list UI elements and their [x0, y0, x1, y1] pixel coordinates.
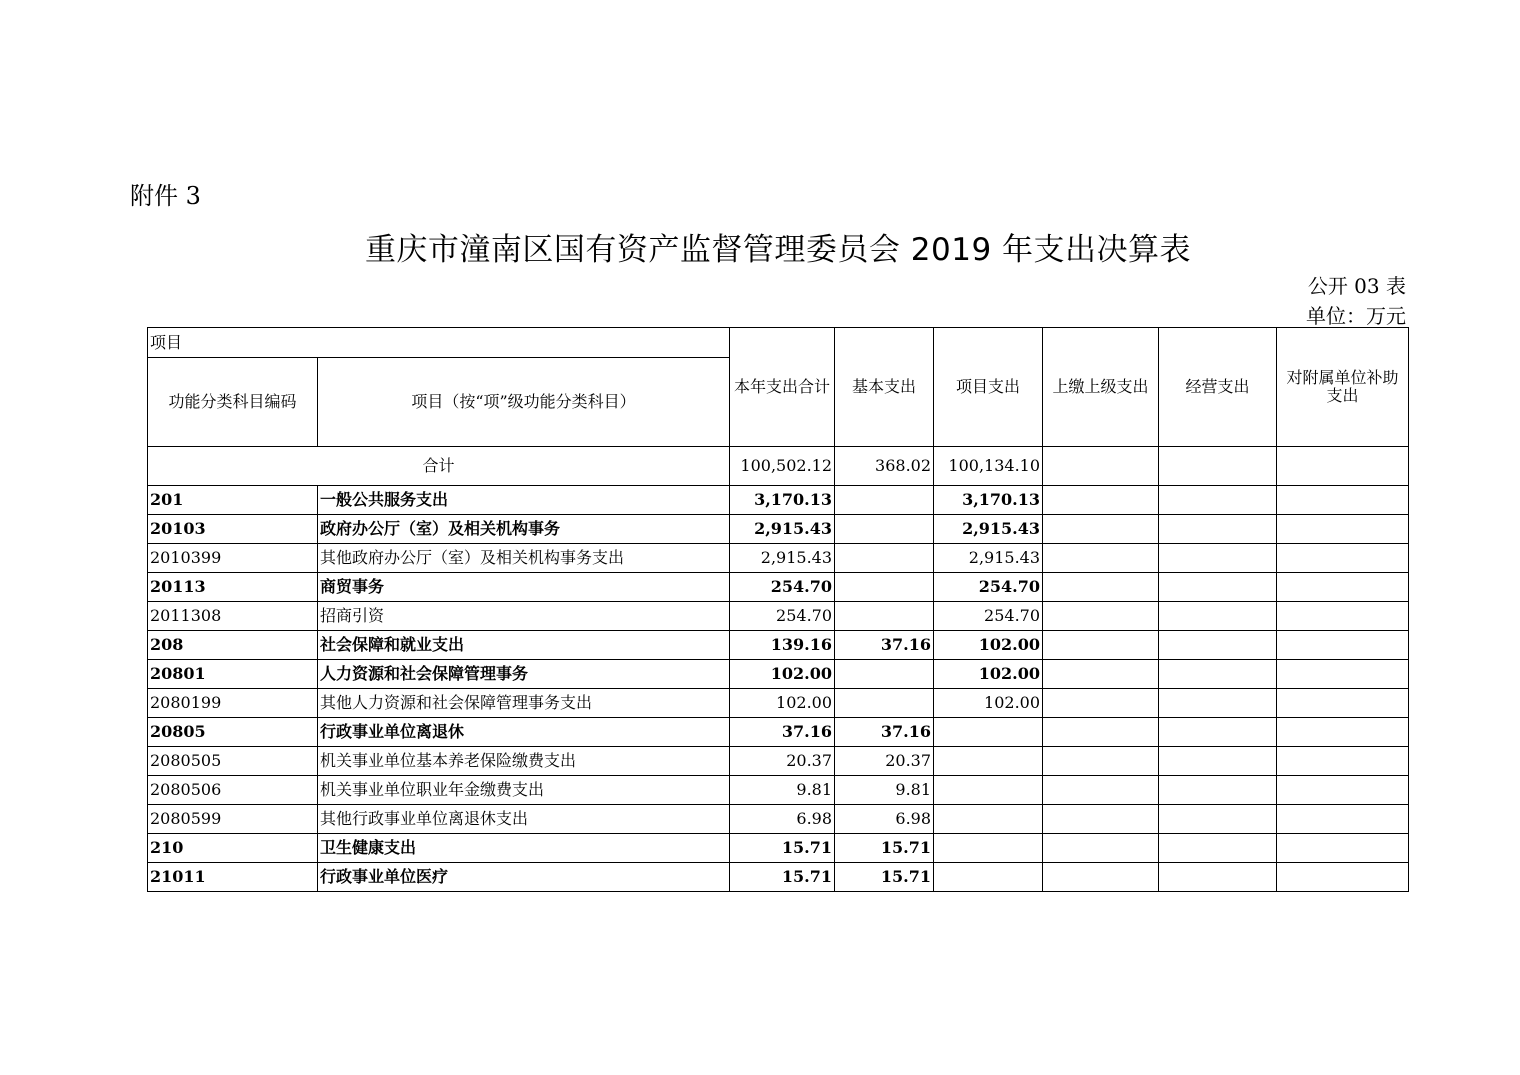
row-name: 招商引资 [318, 602, 730, 631]
row-project-expenditure: 102.00 [934, 660, 1043, 689]
row-basic [835, 573, 934, 602]
row-code: 20113 [148, 573, 318, 602]
row-subsidiary [1277, 718, 1409, 747]
row-upper-level [1043, 660, 1159, 689]
row-business [1159, 834, 1277, 863]
row-project-expenditure: 254.70 [934, 573, 1043, 602]
row-basic: 37.16 [835, 718, 934, 747]
row-code: 20805 [148, 718, 318, 747]
total-subsidiary [1277, 447, 1409, 486]
row-basic [835, 486, 934, 515]
row-code: 20801 [148, 660, 318, 689]
attachment-label: 附件 3 [130, 182, 201, 210]
row-project-expenditure [934, 863, 1043, 892]
row-basic [835, 602, 934, 631]
row-code: 20103 [148, 515, 318, 544]
row-total: 102.00 [730, 660, 835, 689]
row-subsidiary [1277, 602, 1409, 631]
table-row [148, 863, 1409, 892]
row-upper-level [1043, 544, 1159, 573]
row-total: 9.81 [730, 776, 835, 805]
row-subsidiary [1277, 544, 1409, 573]
row-total: 15.71 [730, 834, 835, 863]
row-subsidiary [1277, 486, 1409, 515]
row-upper-level [1043, 602, 1159, 631]
row-subsidiary [1277, 747, 1409, 776]
row-upper-level [1043, 747, 1159, 776]
row-business [1159, 573, 1277, 602]
table-row [148, 834, 1409, 863]
total-upper-level [1043, 447, 1159, 486]
row-project-expenditure [934, 718, 1043, 747]
table-row [148, 776, 1409, 805]
total-business [1159, 447, 1277, 486]
total-label: 合计 [148, 447, 730, 486]
row-total: 139.16 [730, 631, 835, 660]
table-body [148, 447, 1409, 892]
header-business: 经营支出 [1159, 328, 1277, 447]
row-project-expenditure [934, 834, 1043, 863]
table-row [148, 718, 1409, 747]
row-business [1159, 602, 1277, 631]
row-basic: 9.81 [835, 776, 934, 805]
row-subsidiary [1277, 573, 1409, 602]
row-upper-level [1043, 863, 1159, 892]
header-upper-level: 上缴上级支出 [1043, 328, 1159, 447]
row-business [1159, 660, 1277, 689]
row-subsidiary [1277, 805, 1409, 834]
row-basic: 15.71 [835, 834, 934, 863]
row-basic [835, 689, 934, 718]
table-row [148, 544, 1409, 573]
total-project-expenditure: 100,134.10 [934, 447, 1043, 486]
document-title: 重庆市潼南区国有资产监督管理委员会 2019 年支出决算表 [364, 232, 1192, 268]
row-code: 21011 [148, 863, 318, 892]
row-basic [835, 515, 934, 544]
row-name: 其他行政事业单位离退休支出 [318, 805, 730, 834]
row-upper-level [1043, 805, 1159, 834]
row-total: 102.00 [730, 689, 835, 718]
row-name: 社会保障和就业支出 [318, 631, 730, 660]
row-total: 2,915.43 [730, 515, 835, 544]
row-total: 6.98 [730, 805, 835, 834]
row-basic: 15.71 [835, 863, 934, 892]
row-business [1159, 747, 1277, 776]
row-basic [835, 660, 934, 689]
row-basic: 6.98 [835, 805, 934, 834]
table-row [148, 602, 1409, 631]
row-name: 其他政府办公厅（室）及相关机构事务支出 [318, 544, 730, 573]
table-row [148, 660, 1409, 689]
row-project-expenditure [934, 805, 1043, 834]
row-subsidiary [1277, 689, 1409, 718]
header-total: 本年支出合计 [730, 328, 835, 447]
header-basic: 基本支出 [835, 328, 934, 447]
row-name: 卫生健康支出 [318, 834, 730, 863]
unit-label: 单位：万元 [1306, 304, 1406, 328]
row-name: 政府办公厅（室）及相关机构事务 [318, 515, 730, 544]
row-basic: 20.37 [835, 747, 934, 776]
row-project-expenditure: 102.00 [934, 689, 1043, 718]
row-total: 20.37 [730, 747, 835, 776]
row-code: 2080505 [148, 747, 318, 776]
row-total: 254.70 [730, 573, 835, 602]
row-name: 机关事业单位基本养老保险缴费支出 [318, 747, 730, 776]
row-project-expenditure [934, 747, 1043, 776]
row-total: 254.70 [730, 602, 835, 631]
row-upper-level [1043, 515, 1159, 544]
row-name: 一般公共服务支出 [318, 486, 730, 515]
row-upper-level [1043, 776, 1159, 805]
table-row [148, 573, 1409, 602]
row-code: 2011308 [148, 602, 318, 631]
row-project-expenditure: 102.00 [934, 631, 1043, 660]
table-row [148, 515, 1409, 544]
row-subsidiary [1277, 863, 1409, 892]
row-project-expenditure: 2,915.43 [934, 544, 1043, 573]
row-name: 行政事业单位离退休 [318, 718, 730, 747]
row-business [1159, 718, 1277, 747]
header-project-expenditure: 项目支出 [934, 328, 1043, 447]
header-name: 项目（按“项”级功能分类科目） [318, 358, 730, 447]
row-subsidiary [1277, 515, 1409, 544]
row-name: 机关事业单位职业年金缴费支出 [318, 776, 730, 805]
row-subsidiary [1277, 776, 1409, 805]
row-upper-level [1043, 631, 1159, 660]
total-total: 100,502.12 [730, 447, 835, 486]
row-code: 210 [148, 834, 318, 863]
row-project-expenditure: 254.70 [934, 602, 1043, 631]
form-number: 公开 03 表 [1307, 274, 1406, 298]
row-code: 201 [148, 486, 318, 515]
row-upper-level [1043, 573, 1159, 602]
row-code: 208 [148, 631, 318, 660]
row-project-expenditure: 3,170.13 [934, 486, 1043, 515]
row-business [1159, 805, 1277, 834]
row-upper-level [1043, 689, 1159, 718]
row-upper-level [1043, 834, 1159, 863]
row-code: 2080199 [148, 689, 318, 718]
row-total: 3,170.13 [730, 486, 835, 515]
row-total: 15.71 [730, 863, 835, 892]
total-row [148, 447, 1409, 486]
row-business [1159, 689, 1277, 718]
table-row [148, 689, 1409, 718]
row-code: 2080599 [148, 805, 318, 834]
row-code: 2010399 [148, 544, 318, 573]
row-subsidiary [1277, 660, 1409, 689]
row-total: 37.16 [730, 718, 835, 747]
row-name: 其他人力资源和社会保障管理事务支出 [318, 689, 730, 718]
row-business [1159, 863, 1277, 892]
row-business [1159, 631, 1277, 660]
row-project-expenditure: 2,915.43 [934, 515, 1043, 544]
table-row [148, 631, 1409, 660]
table-row [148, 486, 1409, 515]
row-business [1159, 515, 1277, 544]
header-project: 项目 [148, 328, 730, 358]
expenditure-table [147, 327, 1409, 892]
total-basic: 368.02 [835, 447, 934, 486]
row-upper-level [1043, 486, 1159, 515]
table-row [148, 747, 1409, 776]
row-total: 2,915.43 [730, 544, 835, 573]
row-business [1159, 544, 1277, 573]
row-upper-level [1043, 718, 1159, 747]
table-row [148, 805, 1409, 834]
row-subsidiary [1277, 631, 1409, 660]
row-name: 商贸事务 [318, 573, 730, 602]
row-name: 人力资源和社会保障管理事务 [318, 660, 730, 689]
row-basic [835, 544, 934, 573]
row-subsidiary [1277, 834, 1409, 863]
header-code: 功能分类科目编码 [148, 358, 318, 447]
row-basic: 37.16 [835, 631, 934, 660]
header-subsidiary: 对附属单位补助支出 [1277, 328, 1409, 447]
row-project-expenditure [934, 776, 1043, 805]
row-business [1159, 486, 1277, 515]
row-business [1159, 776, 1277, 805]
row-code: 2080506 [148, 776, 318, 805]
row-name: 行政事业单位医疗 [318, 863, 730, 892]
